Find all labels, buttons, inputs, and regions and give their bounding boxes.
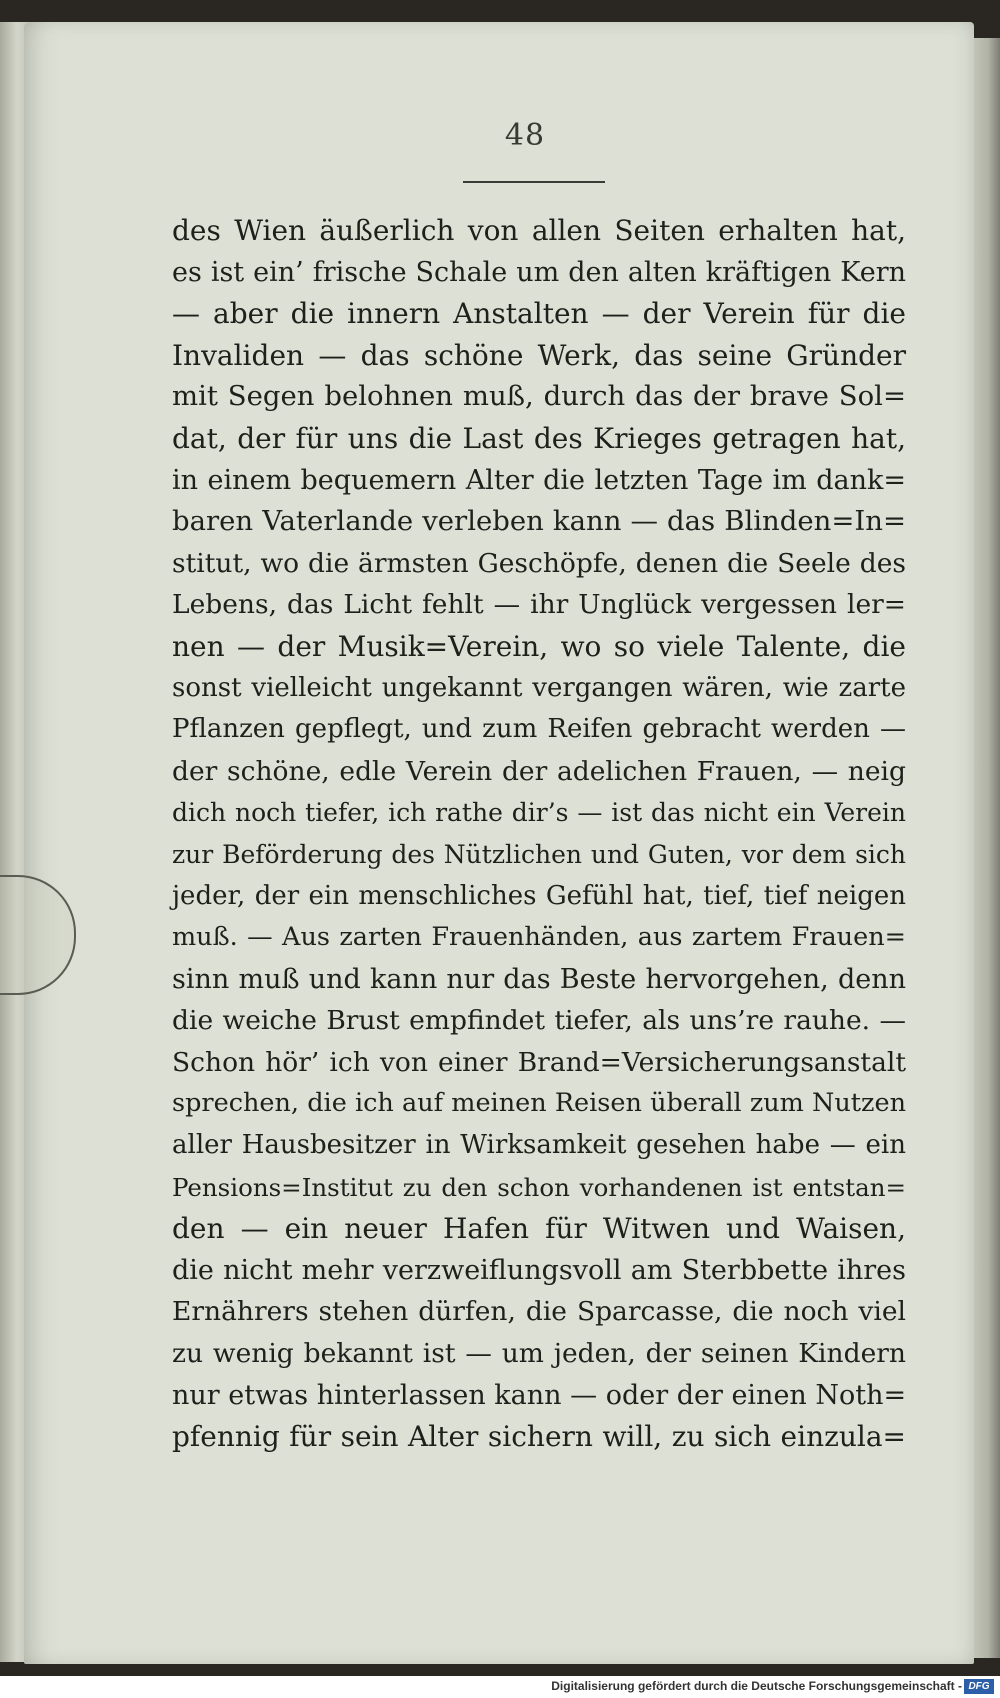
text-line: Pflanzen gepflegt, und zum Reifen gebracht werden — <box>172 714 906 745</box>
text-line: stitut, wo die ärmsten Geschöpfe, denen die Seele des <box>172 547 906 579</box>
page-edge-right <box>970 38 1000 1658</box>
text-line: Invaliden — das schöne Werk, das seine Gründer <box>172 338 906 372</box>
text-line: der schöne, edle Verein der adelichen Frauen, — neig <box>172 755 906 787</box>
text-line: des Wien äußerlich von allen Seiten erhalten hat, <box>172 214 906 247</box>
text-line: pfennig für sein Alter sichern will, zu sich einzula= <box>172 1420 906 1454</box>
text-line: dich noch tiefer, ich rathe dir’s — ist das nicht ein Verein <box>172 798 906 828</box>
dfg-logo: DFG <box>964 1679 994 1694</box>
text-line: jeder, der ein menschliches Gefühl hat, tief, tief neigen <box>172 880 906 911</box>
text-line: Pensions=Institut zu den schon vorhandenen ist entstan= <box>172 1172 906 1202</box>
text-line: nur etwas hinterlassen kann — oder der einen Noth= <box>172 1379 907 1411</box>
text-line: die nicht mehr verzweiflungsvoll am Sterbbette ihres <box>172 1254 906 1286</box>
text-line: muß. — Aus zarten Frauenhänden, aus zartem Frauen= <box>172 922 906 953</box>
text-line: aller Hausbesitzer in Wirksamkeit gesehen habe — ein <box>172 1130 906 1161</box>
text-line: Schon hör’ ich von einer Brand=Versicherungsanstalt <box>172 1046 906 1078</box>
text-line: sprechen, die ich auf meinen Reisen überall zum Nutzen <box>172 1088 906 1119</box>
text-line: es ist ein’ frische Schale um den alten kräftigen Kern <box>172 256 906 288</box>
text-line: Ernährers stehen dürfen, die Sparcasse, die noch viel <box>172 1296 906 1328</box>
text-line: zur Beförderung des Nützlichen und Guten, vor dem sich <box>172 839 906 869</box>
text-line: Lebens, das Licht fehlt — ihr Unglück vergessen ler= <box>172 589 906 621</box>
text-line: zu wenig bekannt ist — um jeden, der seinen Kindern <box>172 1338 906 1370</box>
text-line: baren Vaterlande verleben kann — das Blinden=In= <box>172 505 906 538</box>
text-line: — aber die innern Anstalten — der Verein für die <box>172 297 906 331</box>
text-line: mit Segen belohnen muß, durch das der brave Sol= <box>172 380 906 413</box>
text-body <box>172 210 906 1458</box>
text-line: die weiche Brust empfindet tiefer, als uns’re rauhe. — <box>172 1005 906 1037</box>
footer-credit: Digitalisierung gefördert durch die Deutsche Forschungsgemeinschaft - <box>551 1679 962 1693</box>
text-line: in einem bequemern Alter die letzten Tage im dank= <box>172 464 906 496</box>
text-line: sonst vielleicht ungekannt vergangen wären, wie zarte <box>172 672 906 703</box>
footer-bar <box>0 1676 1000 1698</box>
text-line: nen — der Musik=Verein, wo so viele Talente, die <box>172 629 906 663</box>
text-line: den — ein neuer Hafen für Witwen und Waisen, <box>172 1212 906 1246</box>
text-line: sinn muß und kann nur das Beste hervorgehen, denn <box>172 963 906 995</box>
text-line: dat, der für uns die Last des Krieges getragen hat, <box>172 421 906 455</box>
page-number: 48 <box>504 118 546 153</box>
header-rule <box>463 181 605 183</box>
